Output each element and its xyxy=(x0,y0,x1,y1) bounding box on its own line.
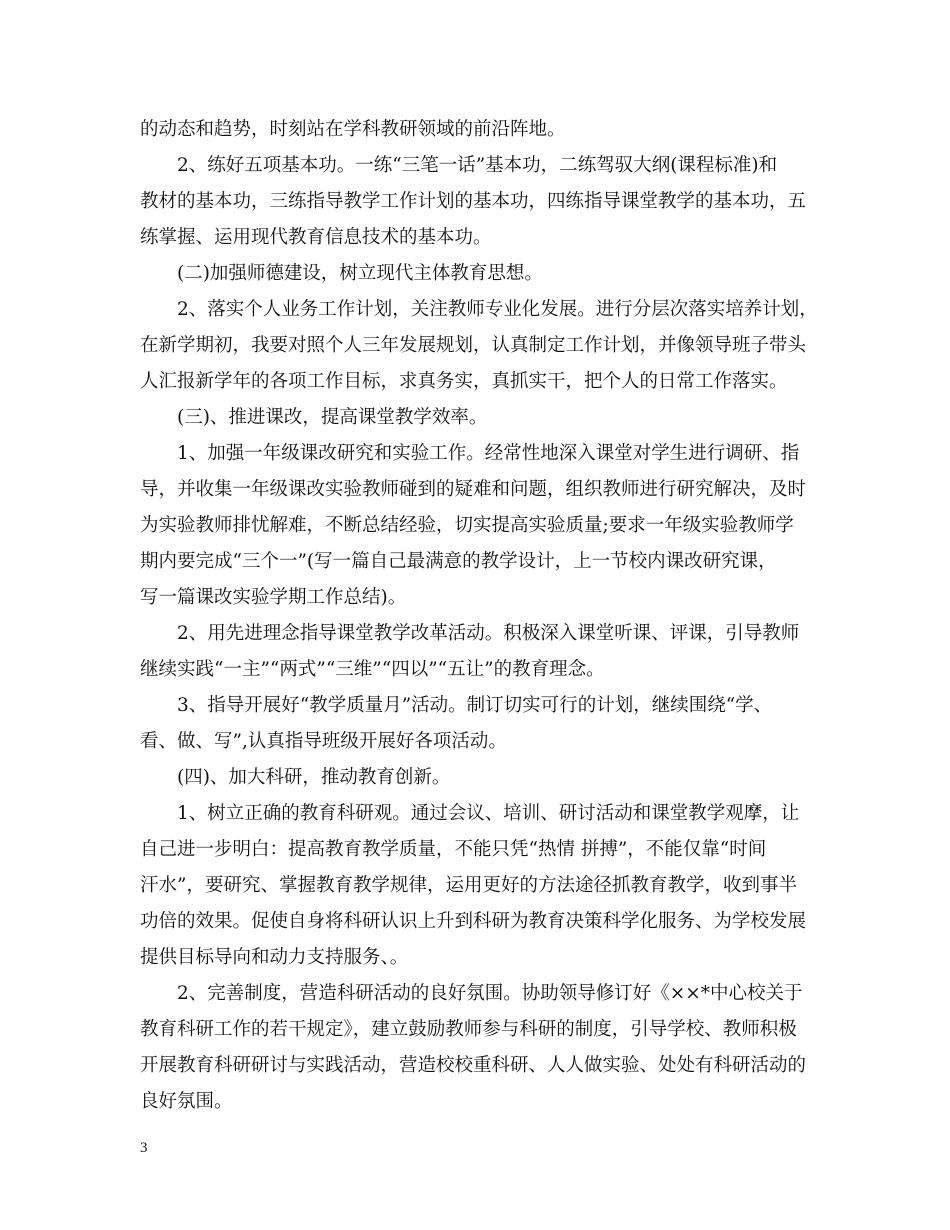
text-line: 练掌握、运用现代教育信息技术的基本功。 xyxy=(140,227,492,248)
text-line: 教材的基本功，三练指导教学工作计划的基本功，四练指导课堂教学的基本功，五 xyxy=(140,191,807,212)
text-line: 开展教育科研研讨与实践活动，营造校校重科研、人人做实验、处处有科研活动的 xyxy=(140,1055,807,1076)
paragraph-first-line: 1、树立正确的教育科研观。通过会议、培训、研讨活动和课堂教学观摩，让 xyxy=(177,803,800,824)
text-line: 功倍的效果。促使自身将科研认识上升到科研为教育决策科学化服务、为学校发展 xyxy=(140,911,807,932)
paragraph-first-line: 2、完善制度，营造科研活动的良好氛围。协助领导修订好《××*中心校关于 xyxy=(177,983,803,1004)
text-line: 良好氛围。 xyxy=(140,1091,233,1112)
text-line: 的动态和趋势，时刻站在学科教研领域的前沿阵地。 xyxy=(140,119,566,140)
text-line: 提供目标导向和动力支持服务、。 xyxy=(140,947,409,968)
section-heading: (四)、加大科研，推动教育创新。 xyxy=(177,767,451,788)
text-line: 汗水”，要研究、掌握教育教学规律，运用更好的方法途径抓教育教学，收到事半 xyxy=(140,875,797,896)
section-heading: (二)加强师德建设，树立现代主体教育思想。 xyxy=(177,263,543,284)
text-line: 教育科研工作的若干规定》，建立鼓励教师参与科研的制度，引导学校、教师积极 xyxy=(140,1019,797,1040)
text-line: 自己进一步明白：提高教育教学质量，不能只凭“热情 拼搏”，不能仅靠“时间 xyxy=(140,839,767,860)
paragraph-first-line: 2、用先进理念指导课堂教学改革活动。积极深入课堂听课、评课，引导教师 xyxy=(177,623,800,644)
text-line: 为实验教师排忧解难，不断总结经验，切实提高实验质量;要求一年级实验教师学 xyxy=(140,515,794,536)
text-line: 期内要完成“三个一”(写一篇自己最满意的教学设计，上一节校内课改研究课， xyxy=(140,551,777,572)
text-line: 看、做、写”,认真指导班级开展好各项活动。 xyxy=(140,731,507,752)
text-line: 继续实践“一主”“两式”“三维”“四以”“五让”的教育理念。 xyxy=(140,659,605,680)
paragraph-first-line: 2、练好五项基本功。一练“三笔一话”基本功，二练驾驭大纲(课程标准)和 xyxy=(177,155,778,176)
text-line: 写一篇课改实验学期工作总结)。 xyxy=(140,587,407,608)
paragraph-first-line: 3、指导开展好“教学质量月”活动。制订切实可行的计划，继续围绕“学、 xyxy=(177,695,773,716)
paragraph-first-line: 2、落实个人业务工作计划，关注教师专业化发展。进行分层次落实培养计划， xyxy=(177,299,818,320)
paragraph-first-line: 1、加强一年级课改研究和实验工作。经常性地深入课堂对学生进行调研、指 xyxy=(177,443,800,464)
page-number: 3 xyxy=(140,1140,148,1156)
text-line: 人汇报新学年的各项工作目标，求真务实，真抓实干，把个人的日常工作落实。 xyxy=(140,371,788,392)
text-line: 在新学期初，我要对照个人三年发展规划，认真制定工作计划，并像领导班子带头 xyxy=(140,335,807,356)
section-heading: (三)、推进课改，提高课堂教学效率。 xyxy=(177,407,488,428)
document-body xyxy=(140,112,818,1120)
text-line: 导，并收集一年级课改实验教师碰到的疑难和问题，组织教师进行研究解决，及时 xyxy=(140,479,807,500)
